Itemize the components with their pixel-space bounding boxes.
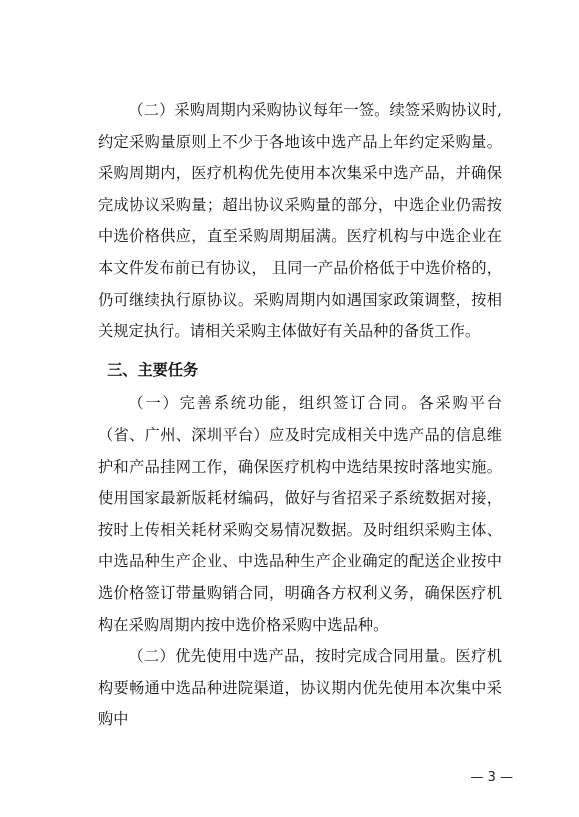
document-body xyxy=(98,95,502,736)
paragraph-priority-use: （二）优先使用中选产品，按时完成合同用量。医疗机构要畅通中选品种进院渠道，协议期内优先使用本次集中采购中 xyxy=(98,647,502,729)
paragraph-system-contracts: （一）完善系统功能，组织签订合同。各采购平台（省、广州、深圳平台）应及时完成相关中选产品的信息维护和产品挂网工作，确保医疗机构中选结果按时落地实施。使用国家最新版耗材编码，做好与省招采子系统数据对接，按时上传相关耗材采购交易情况数据。及时组织采购主体、中选品种生产企业、中选品种生产企业确定的配送企业按中选价格签订带量购销合同，明确各方权利义务，确保医疗机构在采购周期内按中选价格采购中选品种。 xyxy=(98,394,502,634)
section-heading-main-tasks: 三、主要任务 xyxy=(107,360,199,379)
paragraph-procurement-agreement: （二）采购周期内采购协议每年一签。续签采购协议时,约定采购量原则上不少于各地该中选产品上年约定采购量。采购周期内，医疗机构优先使用本次集采中选产品，并确保完成协议采购量；超出协议采购量的部分，中选企业仍需按中选价格供应，直至采购周期届满。医疗机构与中选企业在本文件发布前已有协议， 且同一产品价格低于中选价格的，仍可继续执行原协议。采购周期内如遇国家政策调整，按相关规定执行。请相关采购主体做好有关品种的备货工作。 xyxy=(98,101,502,341)
page-number: — 3 — xyxy=(470,770,513,785)
